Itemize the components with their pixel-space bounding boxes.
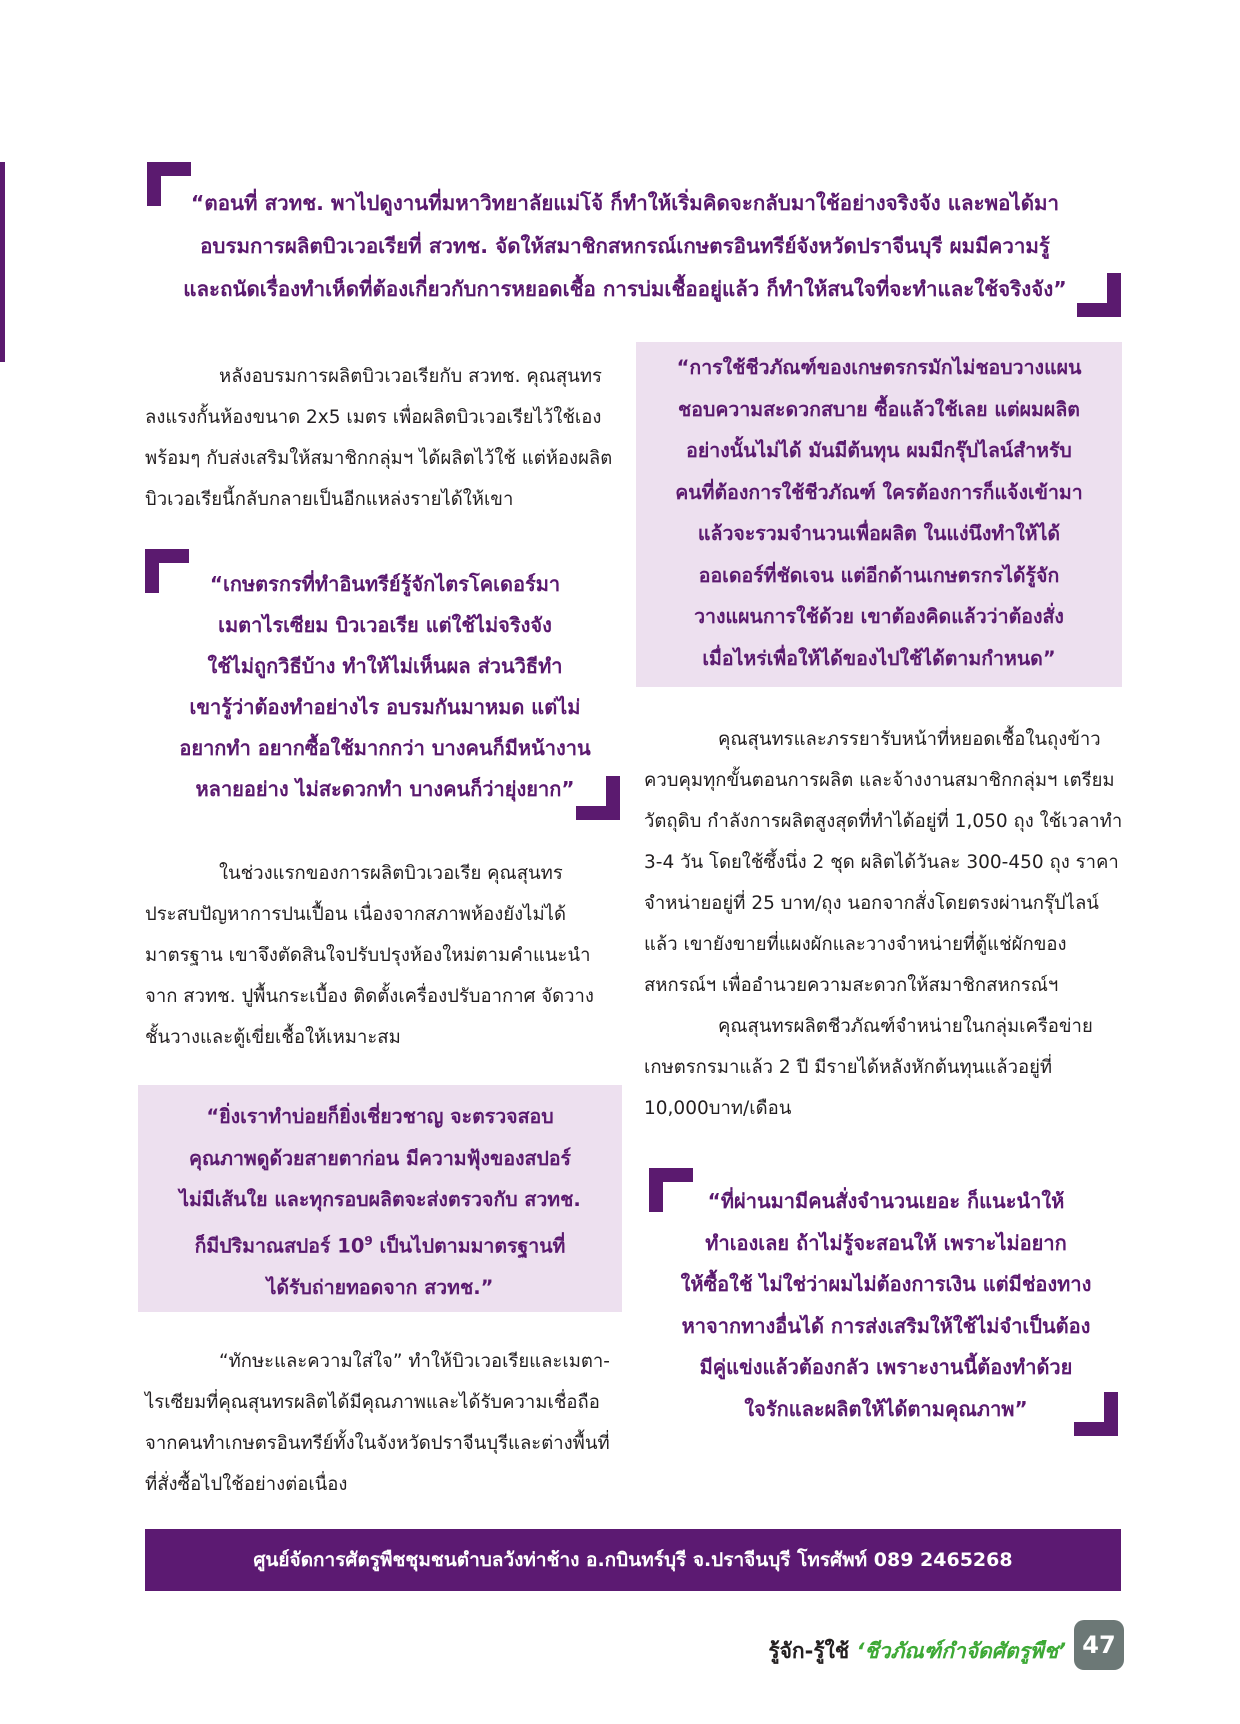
text-line: 10,000บาท/เดือน (644, 1098, 792, 1119)
quote-line: ชอบความสะดวกสบาย ซื้อแล้วใช้เลย แต่ผมผลิต (678, 397, 1080, 421)
text-line: ควบคุมทุกขั้นตอนการผลิต และจ้างงานสมาชิกกลุ่มฯ เตรียม (644, 770, 1115, 791)
quote-line: เมื่อไหร่เพื่อให้ได้ของไปใช้ได้ตามกำหนด” (702, 646, 1056, 670)
left-pull-quote-1 (150, 564, 620, 810)
quote-line: วางแผนการใช้ด้วย เขาต้องคิดแล้วว่าต้องสั่ง (694, 605, 1064, 628)
text-line: จำหน่ายอยู่ที่ 25 บาท/ถุง นอกจากสั่งโดยตรงผ่านกรุ๊ปไลน์ (644, 893, 1099, 914)
quote-line: คุณภาพดูด้วยสายตาก่อน มีความฟุ้งของสปอร์ (188, 1146, 572, 1170)
right-pull-quote-1 (636, 347, 1122, 679)
quote-line: อบรมการผลิตบิวเวอเรียที่ สวทช. จัดให้สมาชิกสหกรณ์เกษตรอินทรีย์จังหวัดปราจีนบุรี ผมมีความรู้ (200, 234, 1050, 258)
text-line: พร้อมๆ กับส่งเสริมให้สมาชิกกลุ่มฯ ได้ผลิตไว้ใช้ แต่ห้องผลิต (145, 448, 613, 469)
quote-close-mark (576, 776, 620, 820)
text-line: มาตรฐาน เขาจึงตัดสินใจปรับปรุงห้องใหม่ตามคำแนะนำ (145, 945, 591, 966)
text-line: “ทักษะและความใส่ใจ” ทำให้บิวเวอเรียและเมตา- (219, 1351, 610, 1372)
text-line: หลังอบรมการผลิตบิวเวอเรียกับ สวทช. คุณสุนทร (219, 366, 602, 387)
text-line: สหกรณ์ฯ เพื่ออำนวยความสะดวกให้สมาชิกสหกรณ์ฯ (644, 975, 1059, 996)
quote-text: เป็นไปตามมาตรฐานที่ (372, 1234, 566, 1257)
quote-line: อยากทำ อยากซื้อใช้มากกว่า บางคนก็มีหน้างาน (179, 736, 591, 760)
quote-line: และถนัดเรื่องทำเห็ดที่ต้องเกี่ยวกับการหยอดเชื้อ การบ่มเชื้ออยู่แล้ว ก็ทำให้สนใจที่จะทำและใช้จริงจัง” (183, 277, 1067, 301)
text-line: ในช่วงแรกของการผลิตบิวเวอเรีย คุณสุนทร (219, 863, 563, 884)
quote-line: หาจากทางอื่นได้ การส่งเสริมให้ใช้ไม่จำเป็นต้อง (681, 1313, 1091, 1338)
top-pull-quote (150, 182, 1100, 311)
quote-line: หลายอย่าง ไม่สะดวกทำ บางคนก็ว่ายุ่งยาก” (195, 777, 575, 801)
contact-footer-bar (145, 1529, 1121, 1591)
left-paragraph-3 (145, 1341, 621, 1505)
text-line: วัตถุดิบ กำลังการผลิตสูงสุดที่ทำได้อยู่ที่ 1,050 ถุง ใช้เวลาทำ (644, 811, 1123, 832)
quote-line: แล้วจะรวมจำนวนเพื่อผลิต ในแง่นึงทำให้ได้ (697, 522, 1061, 545)
text-line: ประสบปัญหาการปนเปื้อน เนื่องจากสภาพห้องยังไม่ได้ (145, 904, 567, 925)
quote-line: คนที่ต้องการใช้ชีวภัณฑ์ ใครต้องการก็แจ้งเข้ามา (675, 480, 1083, 504)
quote-line: ทำเองเลย ถ้าไม่รู้จะสอนให้ เพราะไม่อยาก (705, 1230, 1067, 1255)
quote-line: ไม่มีเส้นใย และทุกรอบผลิตจะส่งตรวจกับ สวทช. (179, 1188, 581, 1211)
quote-line: “ตอนที่ สวทช. พาไปดูงานที่มหาวิทยาลัยแม่โจ้ ก็ทำให้เริ่มคิดจะกลับมาใช้อย่างจริงจัง และพอได้มา (190, 191, 1060, 215)
exponent: 9 (364, 1233, 373, 1248)
quote-line: เมตาไรเซียม บิวเวอเรีย แต่ใช้ไม่จริงจัง (218, 613, 552, 637)
quote-text: ก็มีปริมาณสปอร์ 10 (194, 1234, 365, 1257)
text-line: คุณสุนทรและภรรยารับหน้าที่หยอดเชื้อในถุงข้าว (718, 729, 1101, 750)
side-accent-bar (0, 162, 5, 362)
right-pull-quote-2 (650, 1181, 1122, 1430)
quote-line: “การใช้ชีวภัณฑ์ของเกษตรกรมักไม่ชอบวางแผน (676, 356, 1082, 379)
text-line: จาก สวทช. ปูพื้นกระเบื้อง ติดตั้งเครื่องปรับอากาศ จัดวาง (145, 986, 594, 1007)
section-label: รู้จัก-รู้ใช้ (768, 1639, 857, 1663)
contact-text: ศูนย์จัดการศัตรูพืชชุมชนตำบลวังท่าช้าง อ.กบินทร์บุรี จ.ปราจีนบุรี โทรศัพท์ 089 2465268 (253, 1549, 1013, 1571)
quote-line: มีคู่แข่งแล้วต้องกลัว เพราะงานนี้ต้องทำด้วย (699, 1355, 1073, 1379)
text-line: จากคนทำเกษตรอินทรีย์ทั้งในจังหวัดปราจีนบุรีและต่างพื้นที่ (145, 1433, 610, 1454)
running-head (768, 1635, 1066, 1668)
quote-line: ใจรักและผลิตให้ได้ตามคุณภาพ” (744, 1396, 1028, 1421)
left-pull-quote-2 (138, 1096, 622, 1308)
text-line: แล้ว เขายังขายที่แผงผักและวางจำหน่ายที่ตู้แช่ผักของ (644, 934, 1067, 955)
quote-close-mark (1077, 273, 1121, 317)
text-line: เกษตรกรมาแล้ว 2 ปี มีรายได้หลังหักต้นทุนแล้วอยู่ที่ (644, 1057, 1053, 1078)
text-line: ไรเซียมที่คุณสุนทรผลิตได้มีคุณภาพและได้รับความเชื่อถือ (145, 1392, 600, 1413)
text-line: ที่สั่งซื้อไปใช้อย่างต่อเนื่อง (145, 1474, 348, 1495)
text-line: ลงแรงกั้นห้องขนาด 2x5 เมตร เพื่อผลิตบิวเวอเรียไว้ใช้เอง (145, 407, 602, 428)
quote-close-mark (1074, 1392, 1118, 1436)
book-title: ‘ชีวภัณฑ์กำจัดศัตรูพืช’ (856, 1639, 1066, 1663)
quote-line (138, 1221, 622, 1267)
right-paragraph-1 (644, 719, 1123, 1129)
quote-line: ให้ซื้อใช้ ไม่ใช่ว่าผมไม่ต้องการเงิน แต่มีช่องทาง (680, 1272, 1092, 1296)
quote-line: “ที่ผ่านมามีคนสั่งจำนวนเยอะ ก็แนะนำให้ (707, 1189, 1065, 1213)
quote-line: เขารู้ว่าต้องทำอย่างไร อบรมกันมาหมด แต่ไม่ (189, 695, 581, 719)
page-number: 47 (1082, 1631, 1116, 1659)
quote-line: ได้รับถ่ายทอดจาก สวทช.” (266, 1275, 494, 1299)
quote-line: ใช้ไม่ถูกวิธีบ้าง ทำให้ไม่เห็นผล ส่วนวิธีทำ (207, 654, 563, 678)
text-line: 3-4 วัน โดยใช้ซึ้งนึ่ง 2 ชุด ผลิตได้วันละ 300-450 ถุง ราคา (644, 852, 1119, 873)
left-paragraph-2 (145, 853, 621, 1058)
page-number-badge (1074, 1620, 1124, 1670)
quote-line: “เกษตรกรที่ทำอินทรีย์รู้จักไตรโคเดอร์มา (209, 572, 561, 596)
left-paragraph-1 (145, 356, 621, 520)
text-line: ชั้นวางและตู้เขี่ยเชื้อให้เหมาะสม (145, 1027, 401, 1048)
quote-line: “ยิ่งเราทำบ่อยก็ยิ่งเชี่ยวชาญ จะตรวจสอบ (206, 1105, 554, 1128)
text-line: คุณสุนทรผลิตชีวภัณฑ์จำหน่ายในกลุ่มเครือข่าย (718, 1016, 1093, 1037)
text-line: บิวเวอเรียนี้กลับกลายเป็นอีกแหล่งรายได้ให้เขา (145, 489, 514, 510)
quote-line: อย่างนั้นไม่ได้ มันมีต้นทุน ผมมีกรุ๊ปไลน์สำหรับ (686, 439, 1072, 462)
quote-line: ออเดอร์ที่ชัดเจน แต่อีกด้านเกษตรกรได้รู้จัก (698, 563, 1060, 587)
